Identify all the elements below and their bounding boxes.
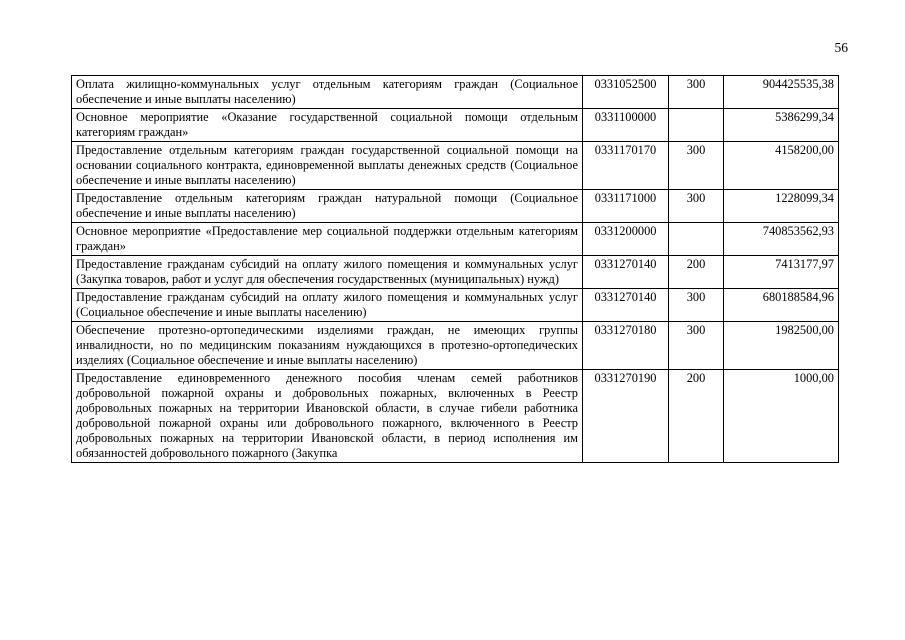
row-target-code: 0331052500 <box>583 76 669 109</box>
row-target-code: 0331270140 <box>583 289 669 322</box>
table-row <box>72 289 839 322</box>
row-description: Основное мероприятие «Оказание государственной социальной помощи отдельным категориям граждан» <box>72 109 583 142</box>
row-target-code: 0331200000 <box>583 223 669 256</box>
row-target-code: 0331171000 <box>583 190 669 223</box>
table-row <box>72 142 839 190</box>
row-expense-type: 300 <box>669 190 724 223</box>
row-expense-type <box>669 109 724 142</box>
row-description: Оплата жилищно-коммунальных услуг отдельным категориям граждан (Социальное обеспечение и иные выплаты населению) <box>72 76 583 109</box>
table-row <box>72 322 839 370</box>
table-row <box>72 109 839 142</box>
row-expense-type <box>669 223 724 256</box>
row-target-code: 0331100000 <box>583 109 669 142</box>
budget-table <box>71 75 839 463</box>
row-amount: 4158200,00 <box>724 142 839 190</box>
row-amount: 1228099,34 <box>724 190 839 223</box>
row-target-code: 0331270180 <box>583 322 669 370</box>
row-description: Основное мероприятие «Предоставление мер социальной поддержки отдельным категориям граждан» <box>72 223 583 256</box>
row-target-code: 0331270140 <box>583 256 669 289</box>
row-target-code: 0331170170 <box>583 142 669 190</box>
row-target-code: 0331270190 <box>583 370 669 463</box>
row-expense-type: 200 <box>669 370 724 463</box>
row-amount: 740853562,93 <box>724 223 839 256</box>
row-description: Предоставление отдельным категориям граждан натуральной помощи (Социальное обеспечение и иные выплаты населению) <box>72 190 583 223</box>
row-amount: 1000,00 <box>724 370 839 463</box>
row-expense-type: 300 <box>669 289 724 322</box>
row-expense-type: 300 <box>669 322 724 370</box>
row-description: Обеспечение протезно-ортопедическими изделиями граждан, не имеющих группы инвалидности, но по медицинским показаниям нуждающихся в протезно-ортопедических изделиях (Социальное обеспечение и иные выплаты населению) <box>72 322 583 370</box>
table-row <box>72 190 839 223</box>
row-amount: 680188584,96 <box>724 289 839 322</box>
row-description: Предоставление единовременного денежного пособия членам семей работников добровольной пожарной охраны и добровольных пожарных, включенных в Реестр добровольных пожарных на территории Ивановской области, в случае гибели работника добровольной пожарной охраны или добровольного пожарного, включенного в Реестр добровольных пожарных на территории Ивановской области, в период исполнения им обязанностей добровольного пожарного (Закупка <box>72 370 583 463</box>
table-row <box>72 256 839 289</box>
row-expense-type: 300 <box>669 76 724 109</box>
page-number: 56 <box>834 40 848 55</box>
row-description: Предоставление гражданам субсидий на оплату жилого помещения и коммунальных услуг (Социальное обеспечение и иные выплаты населению) <box>72 289 583 322</box>
row-amount: 7413177,97 <box>724 256 839 289</box>
table-row <box>72 76 839 109</box>
table-row <box>72 370 839 463</box>
row-description: Предоставление отдельным категориям граждан государственной социальной помощи на основании социального контракта, единовременной выплаты денежных средств (Социальное обеспечение и иные выплаты населению) <box>72 142 583 190</box>
row-description: Предоставление гражданам субсидий на оплату жилого помещения и коммунальных услуг (Закупка товаров, работ и услуг для обеспечения государственных (муниципальных) нужд) <box>72 256 583 289</box>
row-expense-type: 200 <box>669 256 724 289</box>
row-amount: 904425535,38 <box>724 76 839 109</box>
row-expense-type: 300 <box>669 142 724 190</box>
table-row <box>72 223 839 256</box>
row-amount: 1982500,00 <box>724 322 839 370</box>
row-amount: 5386299,34 <box>724 109 839 142</box>
